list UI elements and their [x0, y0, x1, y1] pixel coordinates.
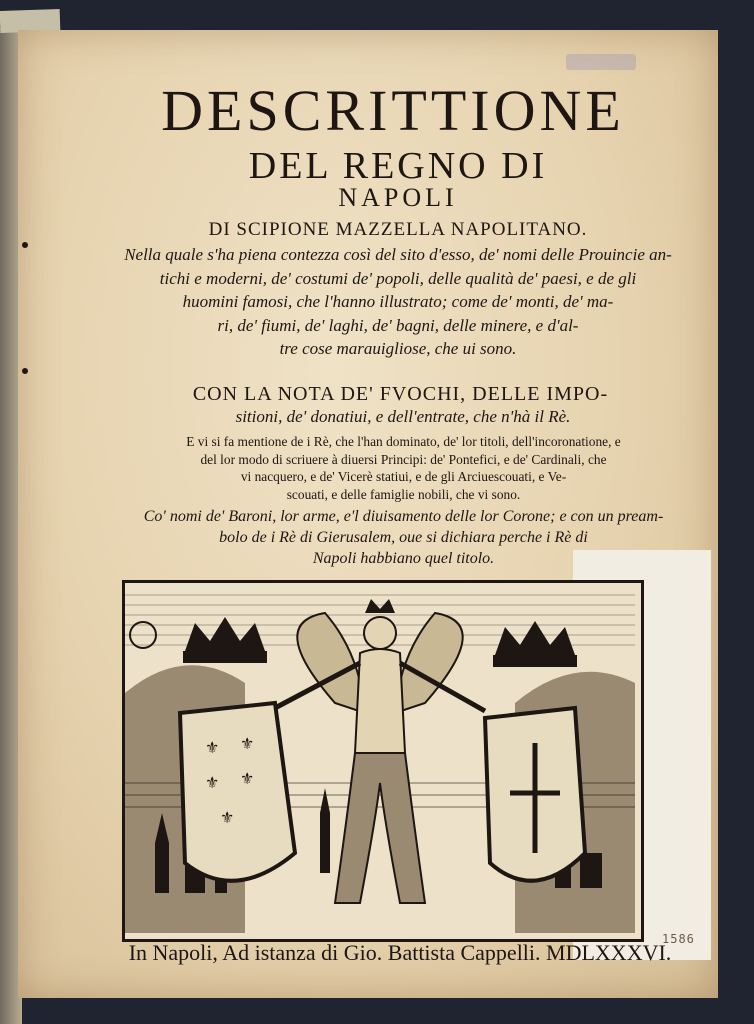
mention-line: vi nacquero, e de' Vicerè statiui, e de gli Arciuescouati, e Ve-	[240, 469, 567, 484]
svg-text:⚜: ⚜	[240, 734, 255, 753]
svg-text:⚜: ⚜	[240, 769, 255, 788]
mention-paragraph	[106, 433, 701, 503]
description-paragraph	[98, 243, 698, 361]
baroni-line: Co' nomi de' Baroni, lor arme, e'l diuisamento delle lor Corone; e con un pream-	[143, 508, 664, 525]
imprint-date: MDLXXXVI.	[546, 940, 672, 965]
svg-text:⚜: ⚜	[220, 808, 235, 827]
woodcut-illustration	[122, 580, 644, 942]
description-line: ri, de' fiumi, de' laghi, de' bagni, delle minere, e d'al-	[217, 315, 579, 335]
mention-line: scouati, e delle famiglie nobili, che vi sono.	[286, 486, 521, 502]
title-line-3: NAPOLI	[338, 183, 458, 212]
baroni-line: bolo de i Rè di Gierusalem, oue si dichiara perche i Rè di	[219, 529, 588, 546]
nota-heading: CON LA NOTA DE' FVOCHI, DELLE IMPO-	[192, 383, 609, 405]
mention-line: del lor modo di scriuere à diuersi Principi: de' Pontefici, e de' Cardinali, che	[200, 451, 607, 467]
imprint-text: In Napoli, Ad istanza di Gio. Battista Cappelli.	[128, 940, 541, 965]
svg-text:⚜: ⚜	[205, 738, 220, 757]
title-line-2: DEL REGNO DI	[248, 145, 548, 187]
baroni-paragraph	[106, 506, 701, 569]
nota-subline: sitioni, de' donatiui, e dell'entrate, che n'hà il Rè.	[235, 407, 571, 426]
margin-dot	[22, 242, 28, 248]
description-line: tichi e moderni, de' costumi de' popoli, delle qualità de' paesi, e de gli	[159, 268, 637, 288]
baroni-line: Napoli habbiano quel titolo.	[312, 550, 495, 567]
description-line: tre cose marauigliose, che ui sono.	[279, 339, 517, 358]
title-line-1: DESCRITTIONE	[161, 78, 625, 143]
description-line: huomini famosi, che l'hanno illustrato; come de' monti, de' ma-	[182, 292, 614, 311]
author-line: DI SCIPIONE MAZZELLA NAPOLITANO.	[208, 219, 588, 240]
svg-text:⚜: ⚜	[205, 773, 220, 792]
mention-line: E vi si fa mentione de i Rè, che l'han dominato, de' lor titoli, dell'incoronatione, e	[186, 434, 621, 449]
description-line: Nella quale s'ha piena contezza così del sito d'esso, de' nomi delle Prouincie an-	[124, 245, 672, 264]
handwritten-year: 1586	[662, 932, 695, 946]
siren-woodcut-image	[125, 583, 635, 933]
library-stamp	[566, 54, 636, 70]
margin-dot	[22, 368, 28, 374]
imprint-line	[90, 940, 710, 966]
